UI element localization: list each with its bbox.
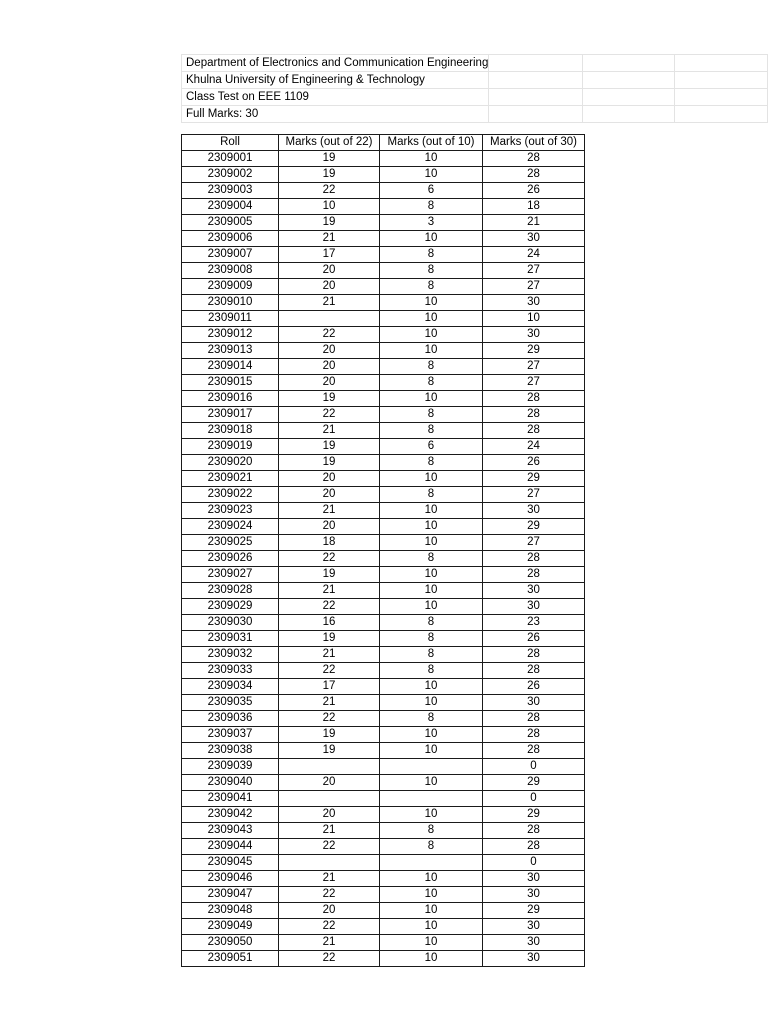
marks-22-cell: 19 (279, 215, 380, 231)
marks-10-cell: 10 (380, 599, 483, 615)
roll-cell: 2309039 (182, 759, 279, 775)
marks-30-cell: 26 (483, 455, 585, 471)
header-empty-cell (675, 89, 768, 106)
marks-22-cell (279, 791, 380, 807)
table-row (182, 807, 585, 823)
roll-cell: 2309024 (182, 519, 279, 535)
table-body (182, 151, 585, 967)
marks-30-cell: 18 (483, 199, 585, 215)
marks-22-cell: 19 (279, 439, 380, 455)
table-row (182, 791, 585, 807)
header-row (182, 106, 768, 123)
marks-10-cell: 10 (380, 679, 483, 695)
marks-30-cell: 28 (483, 647, 585, 663)
marks-22-cell (279, 311, 380, 327)
column-header-marks-22: Marks (out of 22) (279, 135, 380, 151)
roll-cell: 2309050 (182, 935, 279, 951)
marks-10-cell: 8 (380, 423, 483, 439)
header-empty-cell (489, 106, 582, 123)
roll-cell: 2309016 (182, 391, 279, 407)
marks-10-cell: 10 (380, 887, 483, 903)
marks-22-cell: 22 (279, 663, 380, 679)
roll-cell: 2309044 (182, 839, 279, 855)
table-row (182, 519, 585, 535)
marks-10-cell: 8 (380, 407, 483, 423)
roll-cell: 2309038 (182, 743, 279, 759)
marks-10-cell: 10 (380, 231, 483, 247)
header-empty-cell (675, 72, 768, 89)
table-row (182, 151, 585, 167)
table-row (182, 295, 585, 311)
marks-10-cell: 8 (380, 711, 483, 727)
table-row (182, 423, 585, 439)
marks-22-cell: 20 (279, 343, 380, 359)
table-row (182, 711, 585, 727)
table-row (182, 727, 585, 743)
marks-10-cell: 8 (380, 279, 483, 295)
marks-22-cell: 21 (279, 871, 380, 887)
header-line-department: Department of Electronics and Communication Engineering (182, 55, 489, 72)
marks-22-cell: 22 (279, 407, 380, 423)
table-row (182, 631, 585, 647)
marks-10-cell: 10 (380, 519, 483, 535)
roll-cell: 2309033 (182, 663, 279, 679)
marks-10-cell: 6 (380, 183, 483, 199)
table-row (182, 455, 585, 471)
marks-10-cell: 8 (380, 359, 483, 375)
marks-30-cell: 28 (483, 711, 585, 727)
marks-30-cell: 28 (483, 727, 585, 743)
marks-22-cell: 19 (279, 631, 380, 647)
table-row (182, 375, 585, 391)
marks-30-cell: 27 (483, 487, 585, 503)
marks-30-cell: 28 (483, 407, 585, 423)
column-header-roll: Roll (182, 135, 279, 151)
roll-cell: 2309026 (182, 551, 279, 567)
marks-22-cell: 21 (279, 295, 380, 311)
header-empty-cell (675, 55, 768, 72)
marks-10-cell: 8 (380, 247, 483, 263)
header-empty-cell (582, 89, 675, 106)
header-row (182, 72, 768, 89)
marks-22-cell (279, 855, 380, 871)
marks-22-cell: 20 (279, 279, 380, 295)
marks-22-cell: 21 (279, 935, 380, 951)
marks-10-cell: 8 (380, 263, 483, 279)
marks-22-cell: 22 (279, 887, 380, 903)
roll-cell: 2309031 (182, 631, 279, 647)
marks-10-cell: 10 (380, 567, 483, 583)
marks-22-cell: 19 (279, 743, 380, 759)
roll-cell: 2309042 (182, 807, 279, 823)
marks-10-cell: 10 (380, 503, 483, 519)
header-empty-cell (582, 72, 675, 89)
table-row (182, 535, 585, 551)
marks-30-cell: 30 (483, 295, 585, 311)
marks-10-cell: 10 (380, 727, 483, 743)
roll-cell: 2309036 (182, 711, 279, 727)
table-header-row (182, 135, 585, 151)
roll-cell: 2309003 (182, 183, 279, 199)
marks-30-cell: 0 (483, 791, 585, 807)
marks-30-cell: 28 (483, 567, 585, 583)
marks-30-cell: 30 (483, 327, 585, 343)
marks-10-cell (380, 791, 483, 807)
marks-30-cell: 27 (483, 279, 585, 295)
marks-30-cell: 10 (483, 311, 585, 327)
table-row (182, 439, 585, 455)
marks-22-cell: 20 (279, 263, 380, 279)
table-row (182, 391, 585, 407)
table-row (182, 359, 585, 375)
marks-30-cell: 28 (483, 423, 585, 439)
marks-10-cell: 10 (380, 535, 483, 551)
roll-cell: 2309010 (182, 295, 279, 311)
marks-22-cell: 22 (279, 599, 380, 615)
roll-cell: 2309008 (182, 263, 279, 279)
marks-10-cell: 10 (380, 775, 483, 791)
marks-30-cell: 28 (483, 151, 585, 167)
roll-cell: 2309018 (182, 423, 279, 439)
table-row (182, 775, 585, 791)
roll-cell: 2309023 (182, 503, 279, 519)
marks-22-cell: 18 (279, 535, 380, 551)
column-header-marks-10: Marks (out of 10) (380, 135, 483, 151)
table-row (182, 599, 585, 615)
marks-10-cell: 8 (380, 647, 483, 663)
marks-22-cell (279, 759, 380, 775)
marks-10-cell: 8 (380, 375, 483, 391)
marks-22-cell: 20 (279, 519, 380, 535)
header-empty-cell (489, 89, 582, 106)
roll-cell: 2309005 (182, 215, 279, 231)
table-row (182, 247, 585, 263)
marks-22-cell: 20 (279, 487, 380, 503)
marks-10-cell: 10 (380, 311, 483, 327)
marks-22-cell: 16 (279, 615, 380, 631)
table-row (182, 823, 585, 839)
marks-22-cell: 20 (279, 375, 380, 391)
roll-cell: 2309001 (182, 151, 279, 167)
marks-22-cell: 22 (279, 919, 380, 935)
header-empty-cell (675, 106, 768, 123)
marks-30-cell: 28 (483, 743, 585, 759)
marks-22-cell: 22 (279, 551, 380, 567)
marks-30-cell: 27 (483, 535, 585, 551)
marks-30-cell: 30 (483, 583, 585, 599)
marks-22-cell: 21 (279, 695, 380, 711)
marks-10-cell: 8 (380, 199, 483, 215)
marks-22-cell: 21 (279, 583, 380, 599)
table-row (182, 679, 585, 695)
table-row (182, 167, 585, 183)
marks-22-cell: 19 (279, 391, 380, 407)
marks-10-cell: 10 (380, 295, 483, 311)
header-empty-cell (489, 55, 582, 72)
table-row (182, 759, 585, 775)
roll-cell: 2309013 (182, 343, 279, 359)
roll-cell: 2309040 (182, 775, 279, 791)
marks-22-cell: 19 (279, 727, 380, 743)
header-row (182, 89, 768, 106)
roll-cell: 2309045 (182, 855, 279, 871)
roll-cell: 2309048 (182, 903, 279, 919)
table-row (182, 215, 585, 231)
table-row (182, 663, 585, 679)
marks-10-cell: 10 (380, 871, 483, 887)
roll-cell: 2309043 (182, 823, 279, 839)
table-row (182, 327, 585, 343)
marks-30-cell: 29 (483, 519, 585, 535)
marks-10-cell: 8 (380, 551, 483, 567)
roll-cell: 2309011 (182, 311, 279, 327)
roll-cell: 2309034 (182, 679, 279, 695)
table-row (182, 935, 585, 951)
table-row (182, 855, 585, 871)
roll-cell: 2309035 (182, 695, 279, 711)
marks-22-cell: 22 (279, 839, 380, 855)
marks-10-cell: 10 (380, 583, 483, 599)
roll-cell: 2309046 (182, 871, 279, 887)
marks-22-cell: 20 (279, 775, 380, 791)
table-row (182, 231, 585, 247)
roll-cell: 2309029 (182, 599, 279, 615)
roll-cell: 2309021 (182, 471, 279, 487)
table-row (182, 903, 585, 919)
header-line-class-test: Class Test on EEE 1109 (182, 89, 489, 106)
marks-10-cell: 8 (380, 839, 483, 855)
marks-22-cell: 20 (279, 903, 380, 919)
roll-cell: 2309022 (182, 487, 279, 503)
table-row (182, 487, 585, 503)
roll-cell: 2309006 (182, 231, 279, 247)
marks-10-cell: 10 (380, 343, 483, 359)
marks-10-cell: 10 (380, 951, 483, 967)
marks-10-cell: 8 (380, 455, 483, 471)
roll-cell: 2309037 (182, 727, 279, 743)
table-row (182, 647, 585, 663)
marks-10-cell (380, 855, 483, 871)
marks-30-cell: 29 (483, 775, 585, 791)
table-row (182, 503, 585, 519)
header-row (182, 55, 768, 72)
roll-cell: 2309007 (182, 247, 279, 263)
table-row (182, 887, 585, 903)
marks-22-cell: 17 (279, 247, 380, 263)
marks-30-cell: 30 (483, 231, 585, 247)
marks-22-cell: 22 (279, 183, 380, 199)
table-row (182, 471, 585, 487)
marks-22-cell: 10 (279, 199, 380, 215)
marks-22-cell: 20 (279, 359, 380, 375)
marks-10-cell: 10 (380, 903, 483, 919)
marks-10-cell: 10 (380, 935, 483, 951)
marks-22-cell: 21 (279, 823, 380, 839)
roll-cell: 2309032 (182, 647, 279, 663)
marks-10-cell: 10 (380, 471, 483, 487)
marks-10-cell: 10 (380, 807, 483, 823)
marks-10-cell: 6 (380, 439, 483, 455)
table-row (182, 839, 585, 855)
marks-22-cell: 21 (279, 423, 380, 439)
marks-30-cell: 30 (483, 695, 585, 711)
table-row (182, 695, 585, 711)
table-row (182, 919, 585, 935)
table-row (182, 199, 585, 215)
marks-30-cell: 23 (483, 615, 585, 631)
marks-10-cell: 10 (380, 743, 483, 759)
marks-30-cell: 28 (483, 391, 585, 407)
marks-30-cell: 30 (483, 919, 585, 935)
marks-30-cell: 30 (483, 871, 585, 887)
roll-cell: 2309047 (182, 887, 279, 903)
roll-cell: 2309014 (182, 359, 279, 375)
table-row (182, 407, 585, 423)
marks-30-cell: 27 (483, 359, 585, 375)
table-row (182, 951, 585, 967)
marks-30-cell: 29 (483, 903, 585, 919)
marks-10-cell: 8 (380, 631, 483, 647)
marks-table (181, 134, 585, 967)
marks-22-cell: 19 (279, 167, 380, 183)
table-row (182, 551, 585, 567)
marks-10-cell: 10 (380, 167, 483, 183)
roll-cell: 2309004 (182, 199, 279, 215)
marks-30-cell: 26 (483, 183, 585, 199)
marks-22-cell: 22 (279, 951, 380, 967)
table-row (182, 871, 585, 887)
header-line-full-marks: Full Marks: 30 (182, 106, 489, 123)
marks-22-cell: 21 (279, 503, 380, 519)
marks-22-cell: 21 (279, 231, 380, 247)
table-row (182, 263, 585, 279)
marks-30-cell: 28 (483, 167, 585, 183)
roll-cell: 2309041 (182, 791, 279, 807)
table-row (182, 279, 585, 295)
roll-cell: 2309017 (182, 407, 279, 423)
marks-10-cell: 10 (380, 919, 483, 935)
marks-30-cell: 27 (483, 263, 585, 279)
marks-22-cell: 19 (279, 151, 380, 167)
table-row (182, 311, 585, 327)
marks-22-cell: 21 (279, 647, 380, 663)
roll-cell: 2309051 (182, 951, 279, 967)
header-empty-cell (582, 106, 675, 123)
marks-22-cell: 19 (279, 455, 380, 471)
marks-30-cell: 21 (483, 215, 585, 231)
marks-30-cell: 30 (483, 935, 585, 951)
marks-30-cell: 29 (483, 807, 585, 823)
table-row (182, 615, 585, 631)
marks-30-cell: 26 (483, 679, 585, 695)
roll-cell: 2309009 (182, 279, 279, 295)
marks-30-cell: 28 (483, 663, 585, 679)
header-line-university: Khulna University of Engineering & Technology (182, 72, 489, 89)
table-row (182, 583, 585, 599)
marks-30-cell: 28 (483, 839, 585, 855)
marks-22-cell: 20 (279, 471, 380, 487)
marks-30-cell: 30 (483, 887, 585, 903)
marks-30-cell: 30 (483, 503, 585, 519)
marks-10-cell: 8 (380, 663, 483, 679)
marks-30-cell: 27 (483, 375, 585, 391)
marks-30-cell: 30 (483, 951, 585, 967)
marks-10-cell: 8 (380, 823, 483, 839)
roll-cell: 2309027 (182, 567, 279, 583)
marks-10-cell (380, 759, 483, 775)
marks-30-cell: 26 (483, 631, 585, 647)
marks-30-cell: 0 (483, 855, 585, 871)
table-row (182, 183, 585, 199)
marks-22-cell: 22 (279, 711, 380, 727)
table-row (182, 567, 585, 583)
marks-22-cell: 22 (279, 327, 380, 343)
roll-cell: 2309002 (182, 167, 279, 183)
marks-30-cell: 29 (483, 471, 585, 487)
roll-cell: 2309015 (182, 375, 279, 391)
marks-30-cell: 24 (483, 439, 585, 455)
roll-cell: 2309025 (182, 535, 279, 551)
header-empty-cell (582, 55, 675, 72)
roll-cell: 2309030 (182, 615, 279, 631)
marks-10-cell: 3 (380, 215, 483, 231)
marks-10-cell: 10 (380, 695, 483, 711)
marks-30-cell: 28 (483, 551, 585, 567)
marks-30-cell: 28 (483, 823, 585, 839)
marks-22-cell: 19 (279, 567, 380, 583)
roll-cell: 2309049 (182, 919, 279, 935)
marks-10-cell: 10 (380, 391, 483, 407)
marks-30-cell: 24 (483, 247, 585, 263)
table-row (182, 343, 585, 359)
marks-10-cell: 8 (380, 615, 483, 631)
column-header-marks-30: Marks (out of 30) (483, 135, 585, 151)
marks-10-cell: 10 (380, 151, 483, 167)
roll-cell: 2309028 (182, 583, 279, 599)
roll-cell: 2309012 (182, 327, 279, 343)
document-header (181, 54, 768, 123)
marks-30-cell: 30 (483, 599, 585, 615)
header-empty-cell (489, 72, 582, 89)
marks-30-cell: 29 (483, 343, 585, 359)
marks-22-cell: 20 (279, 807, 380, 823)
roll-cell: 2309020 (182, 455, 279, 471)
marks-10-cell: 8 (380, 487, 483, 503)
marks-10-cell: 10 (380, 327, 483, 343)
roll-cell: 2309019 (182, 439, 279, 455)
table-row (182, 743, 585, 759)
marks-22-cell: 17 (279, 679, 380, 695)
marks-30-cell: 0 (483, 759, 585, 775)
